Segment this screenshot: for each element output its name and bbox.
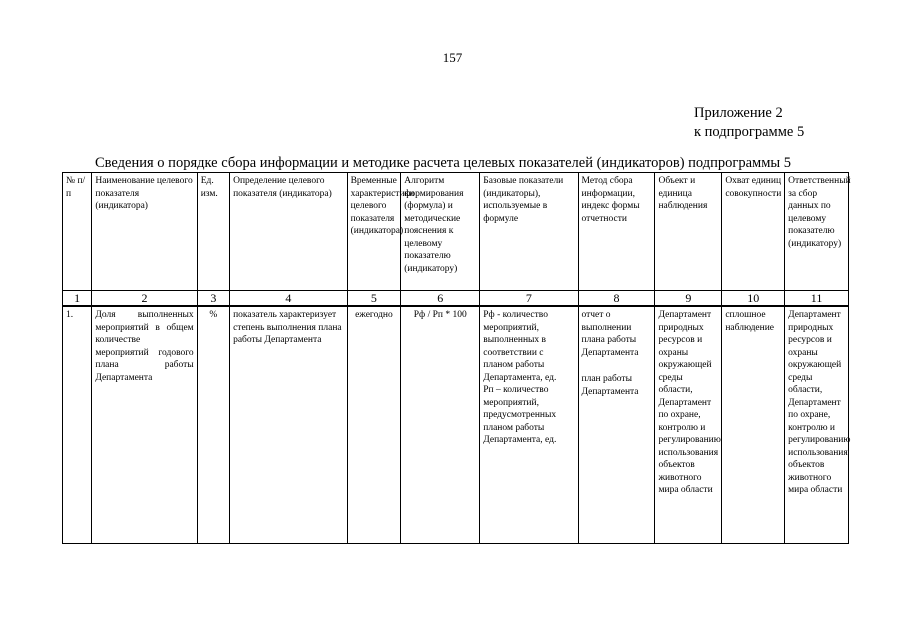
page-number: 157: [442, 50, 463, 65]
header-cell: Определение целевого показателя (индикатора): [230, 173, 347, 291]
responsible-cell: Департамент природных ресурсов и охраны окружающей среды области, Департамент по охране, контролю и регулированию использования объектов животного мира области: [785, 306, 849, 544]
column-number: 11: [785, 291, 849, 307]
column-number: 3: [197, 291, 229, 307]
column-number: 7: [480, 291, 578, 307]
method-report: отчет о выполнении плана работы Департамента: [581, 310, 639, 358]
base-indicators-cell: [480, 306, 578, 544]
object-cell: Департамент природных ресурсов и охраны окружающей среды области, Департамент по охране, контролю и регулированию использования объектов животного мира области: [655, 306, 722, 544]
appendix-line-2: к подпрограмме 5: [694, 124, 805, 140]
appendix-line-1: Приложение 2: [694, 105, 783, 121]
column-number-row: [63, 291, 849, 307]
appendix-label: [694, 104, 804, 142]
document-title: Сведения о порядке сбора информации и методике расчета целевых показателей (индикаторов) подпрограммы 5: [95, 155, 791, 171]
table-header-row: [63, 173, 849, 291]
column-number: 9: [655, 291, 722, 307]
table-row: [63, 306, 849, 544]
header-cell: Наименование целевого показателя (индикатора): [92, 173, 197, 291]
header-cell: Объект и единица наблюдения: [655, 173, 722, 291]
header-cell: Ед. изм.: [197, 173, 229, 291]
indicator-name-cell: Доля выполненных мероприятий в общем количестве мероприятий годового плана работы Департамента: [92, 306, 197, 544]
base-indicator-actual: Pф - количество мероприятий, выполненных в соответствии с планом работы Департамента, ед.: [483, 310, 557, 383]
column-number: 8: [578, 291, 655, 307]
column-number: 5: [347, 291, 401, 307]
timing-cell: ежегодно: [347, 306, 401, 544]
base-indicator-planned: Pп – количество мероприятий, предусмотренных планом работы Департамента, ед.: [483, 385, 557, 445]
indicators-table: [62, 172, 849, 544]
column-number: 6: [401, 291, 480, 307]
header-cell: Временные характеристики целевого показателя (индикатора): [347, 173, 401, 291]
column-number: 2: [92, 291, 197, 307]
header-cell: Ответственный за сбор данных по целевому показателю (индикатору): [785, 173, 849, 291]
column-number: 10: [722, 291, 785, 307]
column-number: 4: [230, 291, 347, 307]
row-number-cell: 1.: [63, 306, 92, 544]
formula-cell: Pф / Pп * 100: [401, 306, 480, 544]
column-number: 1: [63, 291, 92, 307]
unit-cell: %: [197, 306, 229, 544]
definition-cell: показатель характеризует степень выполнения плана работы Департамента: [230, 306, 347, 544]
coverage-cell: сплошное наблюдение: [722, 306, 785, 544]
header-cell: № п/п: [63, 173, 92, 291]
header-cell: Охват единиц совокупности: [722, 173, 785, 291]
method-plan: план работы Департамента: [581, 374, 639, 397]
method-cell: [578, 306, 655, 544]
header-cell: Метод сбора информации, индекс формы отчетности: [578, 173, 655, 291]
header-cell: Базовые показатели (индикаторы), используемые в формуле: [480, 173, 578, 291]
header-cell: Алгоритм формирования (формула) и методические пояснения к целевому показателю (индикатору): [401, 173, 480, 291]
